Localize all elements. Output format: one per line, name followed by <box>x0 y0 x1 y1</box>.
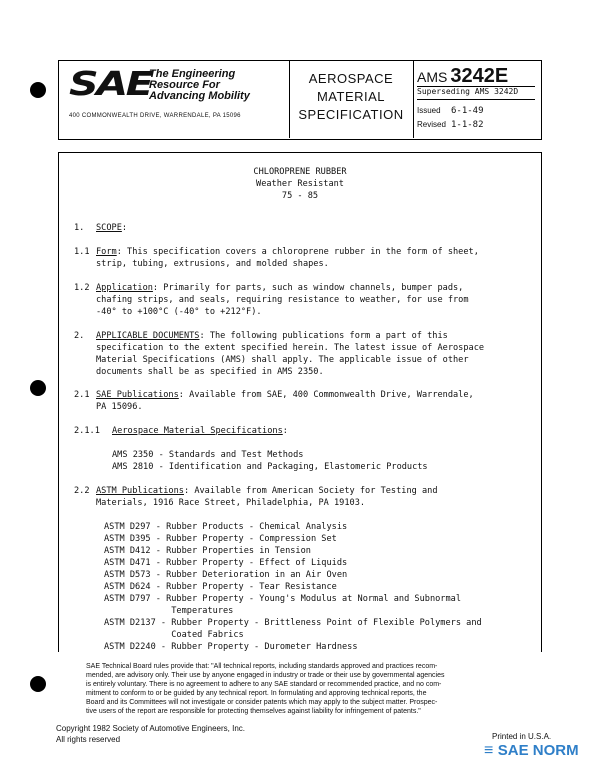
binder-hole-middle <box>30 380 46 396</box>
section-2-number: 2. <box>74 331 85 341</box>
sae-logo-block <box>59 61 290 138</box>
astm-item: ASTM D2137 - Rubber Property - Brittleness Point of Flexible Polymers and <box>104 618 482 628</box>
hardness-range: 75 - 85 <box>281 191 319 201</box>
spec-title-line-2: MATERIAL <box>316 89 386 104</box>
section-2-2-title: ASTM Publications <box>96 486 184 496</box>
ams-number: 3242E <box>450 65 509 87</box>
spec-title-line-3: SPECIFICATION <box>298 107 404 122</box>
section-1-2-text: : Primarily for parts, such as window channels, bumper pads, <box>152 283 464 293</box>
section-1-2-line-1 <box>96 284 463 293</box>
section-2-1-1-number: 2.1.1 <box>74 426 100 436</box>
section-1-heading <box>96 224 127 233</box>
section-2-1-number: 2.1 <box>74 390 90 400</box>
notice-line: Board and its Committees will not investigate or consider patents which may apply to the subject matter. Prospec- <box>86 699 438 706</box>
notice-line: mitment to conform to or be guided by any technical report. In formulating and approving technical reports, the <box>86 690 427 697</box>
astm-item: ASTM D395 - Rubber Property - Compression Set <box>104 534 337 544</box>
section-2-1-text: : Available from SAE, 400 Commonwealth Drive, Warrendale, <box>178 390 474 400</box>
tagline-line-1: The Engineering <box>149 68 236 80</box>
astm-item: ASTM D2240 - Rubber Property - Durometer Hardness <box>104 642 358 652</box>
sae-address: 400 COMMONWEALTH DRIVE, WARRENDALE, PA 15096 <box>69 113 241 119</box>
astm-item: Temperatures <box>104 606 234 616</box>
section-1-1-line-1 <box>96 248 479 257</box>
section-1-1-number: 1.1 <box>74 247 90 257</box>
superseding-note: Superseding AMS 3242D <box>417 87 519 96</box>
document-header <box>58 60 542 140</box>
section-1-2-number: 1.2 <box>74 283 90 293</box>
astm-item: ASTM D297 - Rubber Products - Chemical Analysis <box>104 522 348 532</box>
spec-title-block <box>289 61 414 138</box>
issued-date: 6-1-49 <box>451 106 484 116</box>
notice-line: mended, are advisory only. Their use by anyone engaged in industry or trade or their use by governmental agencies <box>86 672 445 679</box>
ams-label: AMS <box>417 69 448 85</box>
section-1-1-title: Form <box>96 247 117 257</box>
watermark-logo-icon: ≡ <box>484 742 494 759</box>
section-1-2-line-3: -40° to +100°C (-40° to +212°F). <box>96 307 262 317</box>
tagline-line-3: Advancing Mobility <box>149 90 250 102</box>
notice-line: is entirely voluntary. There is no agreement to adhere to any SAE standard or recommended practice, and no com- <box>86 681 442 688</box>
section-2-title: APPLICABLE DOCUMENTS <box>96 331 200 341</box>
ams-number-block <box>413 61 541 138</box>
printed-in: Printed in U.S.A. <box>492 732 552 741</box>
section-2-1-line-2: PA 15096. <box>96 402 143 412</box>
section-1-1-text: : This specification covers a chloroprene rubber in the form of sheet, <box>116 247 479 257</box>
section-1-title: SCOPE <box>96 223 122 233</box>
issued-label: Issued <box>417 106 441 115</box>
notice-line: SAE Technical Board rules provide that: "All technical reports, including standards approved and practices recom- <box>86 663 438 670</box>
tagline-line-2: Resource For <box>149 79 220 91</box>
rights-reserved: All rights reserved <box>56 735 121 744</box>
section-2-1-title: SAE Publications <box>96 390 179 400</box>
binder-hole-bottom <box>30 676 46 692</box>
section-2-2-number: 2.2 <box>74 486 90 496</box>
material-title: CHLOROPRENE RUBBER <box>253 167 347 177</box>
section-1-2-line-2: chafing strips, and seals, requiring resistance to weather, for use from <box>96 295 469 305</box>
revised-label: Revised <box>417 120 446 129</box>
sae-norm-watermark <box>484 742 579 760</box>
section-2-line-1 <box>96 332 448 341</box>
section-2-2-line-1 <box>96 487 438 496</box>
astm-item: ASTM D797 - Rubber Property - Young's Modulus at Normal and Subnormal <box>104 594 461 604</box>
ams-designation <box>417 65 508 88</box>
astm-item: ASTM D471 - Rubber Property - Effect of Liquids <box>104 558 348 568</box>
ams-reference-item: AMS 2350 - Standards and Test Methods <box>112 450 304 460</box>
section-2-line-3: Material Specifications (AMS) shall apply. The applicable issue of other <box>96 355 469 365</box>
section-2-2-line-2: Materials, 1916 Race Street, Philadelphia, PA 19103. <box>96 498 366 508</box>
section-2-1-1-colon: : <box>282 426 288 436</box>
notice-line: tive users of the report are responsible for protecting themselves against liability for infringement of patents." <box>86 708 421 715</box>
revised-date: 1-1-82 <box>451 120 484 130</box>
ams-reference-item: AMS 2810 - Identification and Packaging, Elastomeric Products <box>112 462 428 472</box>
binder-hole-top <box>30 82 46 98</box>
section-2-1-1-heading <box>112 427 288 436</box>
astm-item: ASTM D624 - Rubber Property - Tear Resistance <box>104 582 337 592</box>
astm-item: Coated Fabrics <box>104 630 244 640</box>
section-1-2-title: Application <box>96 283 153 293</box>
section-1-number: 1. <box>74 223 85 233</box>
section-2-line-2: specification to the extent specified herein. The latest issue of Aerospace <box>96 343 485 353</box>
section-2-1-line-1 <box>96 391 474 400</box>
material-subtitle: Weather Resistant <box>256 179 344 189</box>
section-2-text: : The following publications form a part of this <box>199 331 448 341</box>
spec-title-line-1: AEROSPACE <box>308 71 394 86</box>
astm-item: ASTM D573 - Rubber Deterioration in an Air Oven <box>104 570 348 580</box>
section-2-1-1-title: Aerospace Material Specifications <box>112 426 283 436</box>
sae-logo: SAE <box>69 64 152 103</box>
section-1-1-line-2: strip, tubing, extrusions, and molded shapes. <box>96 259 329 269</box>
technical-board-notice <box>86 662 546 716</box>
copyright: Copyright 1982 Society of Automotive Engineers, Inc. <box>56 724 245 733</box>
astm-item: ASTM D412 - Rubber Properties in Tension <box>104 546 311 556</box>
section-1-colon: : <box>121 223 128 233</box>
section-2-line-4: documents shall be as specified in AMS 2350. <box>96 367 324 377</box>
ams-rule-bottom <box>417 99 535 100</box>
section-2-2-text: : Available from American Society for Testing and <box>183 486 438 496</box>
watermark-text: SAE NORM <box>497 742 579 759</box>
